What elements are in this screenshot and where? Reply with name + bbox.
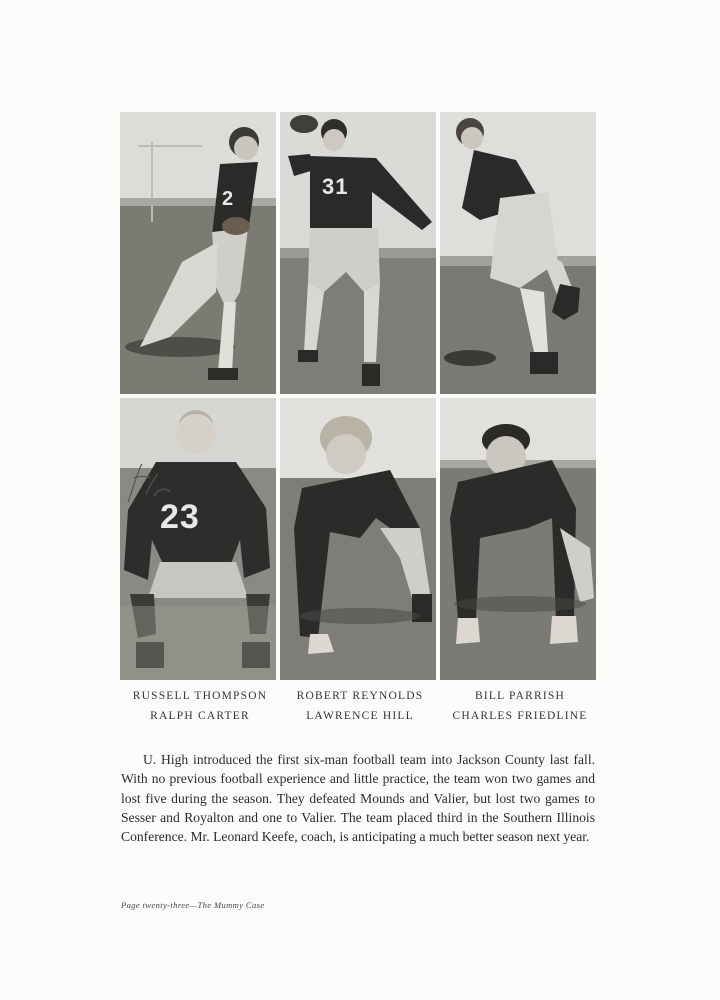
player-photo-6 — [440, 398, 596, 680]
caption-column-center — [280, 686, 440, 726]
caption-top-name: ROBERT REYNOLDS — [296, 690, 424, 702]
jersey-number: 23 — [160, 498, 200, 536]
jersey-number: 31 — [322, 174, 349, 199]
player-photo-1 — [120, 112, 276, 394]
player-photo-5 — [280, 398, 436, 680]
player-photo-2 — [280, 112, 436, 394]
caption-top-name: BILL PARRISH — [475, 690, 565, 702]
player-photo-3 — [440, 112, 596, 394]
caption-top-name: RUSSELL THOMPSON — [132, 690, 268, 702]
page-footer: Page twenty-three—The Mummy Case — [121, 900, 265, 910]
photo-grid — [120, 112, 596, 680]
caption-bottom-name: LAWRENCE HILL — [306, 710, 414, 722]
player-photo-4 — [120, 398, 276, 680]
body-paragraph: U. High introduced the first six-man football team into Jackson County last fall. With no previous football experience and little practice, the team won two games and lost five during the season. They defeated Mounds and Valier, but lost two games to Sesser and Royalton and one to Valier. The team placed third in the Southern Illinois Conference. Mr. Leonard Keefe, coach, is anticipating a much better season next year. — [121, 752, 595, 845]
caption-column-right — [440, 686, 600, 726]
caption-bottom-name: RALPH CARTER — [150, 710, 250, 722]
signature-scribble — [124, 456, 174, 516]
caption-column-left — [120, 686, 280, 726]
photo-captions — [120, 686, 600, 726]
caption-bottom-name: CHARLES FRIEDLINE — [452, 710, 588, 722]
jersey-number: 2 — [222, 188, 235, 210]
